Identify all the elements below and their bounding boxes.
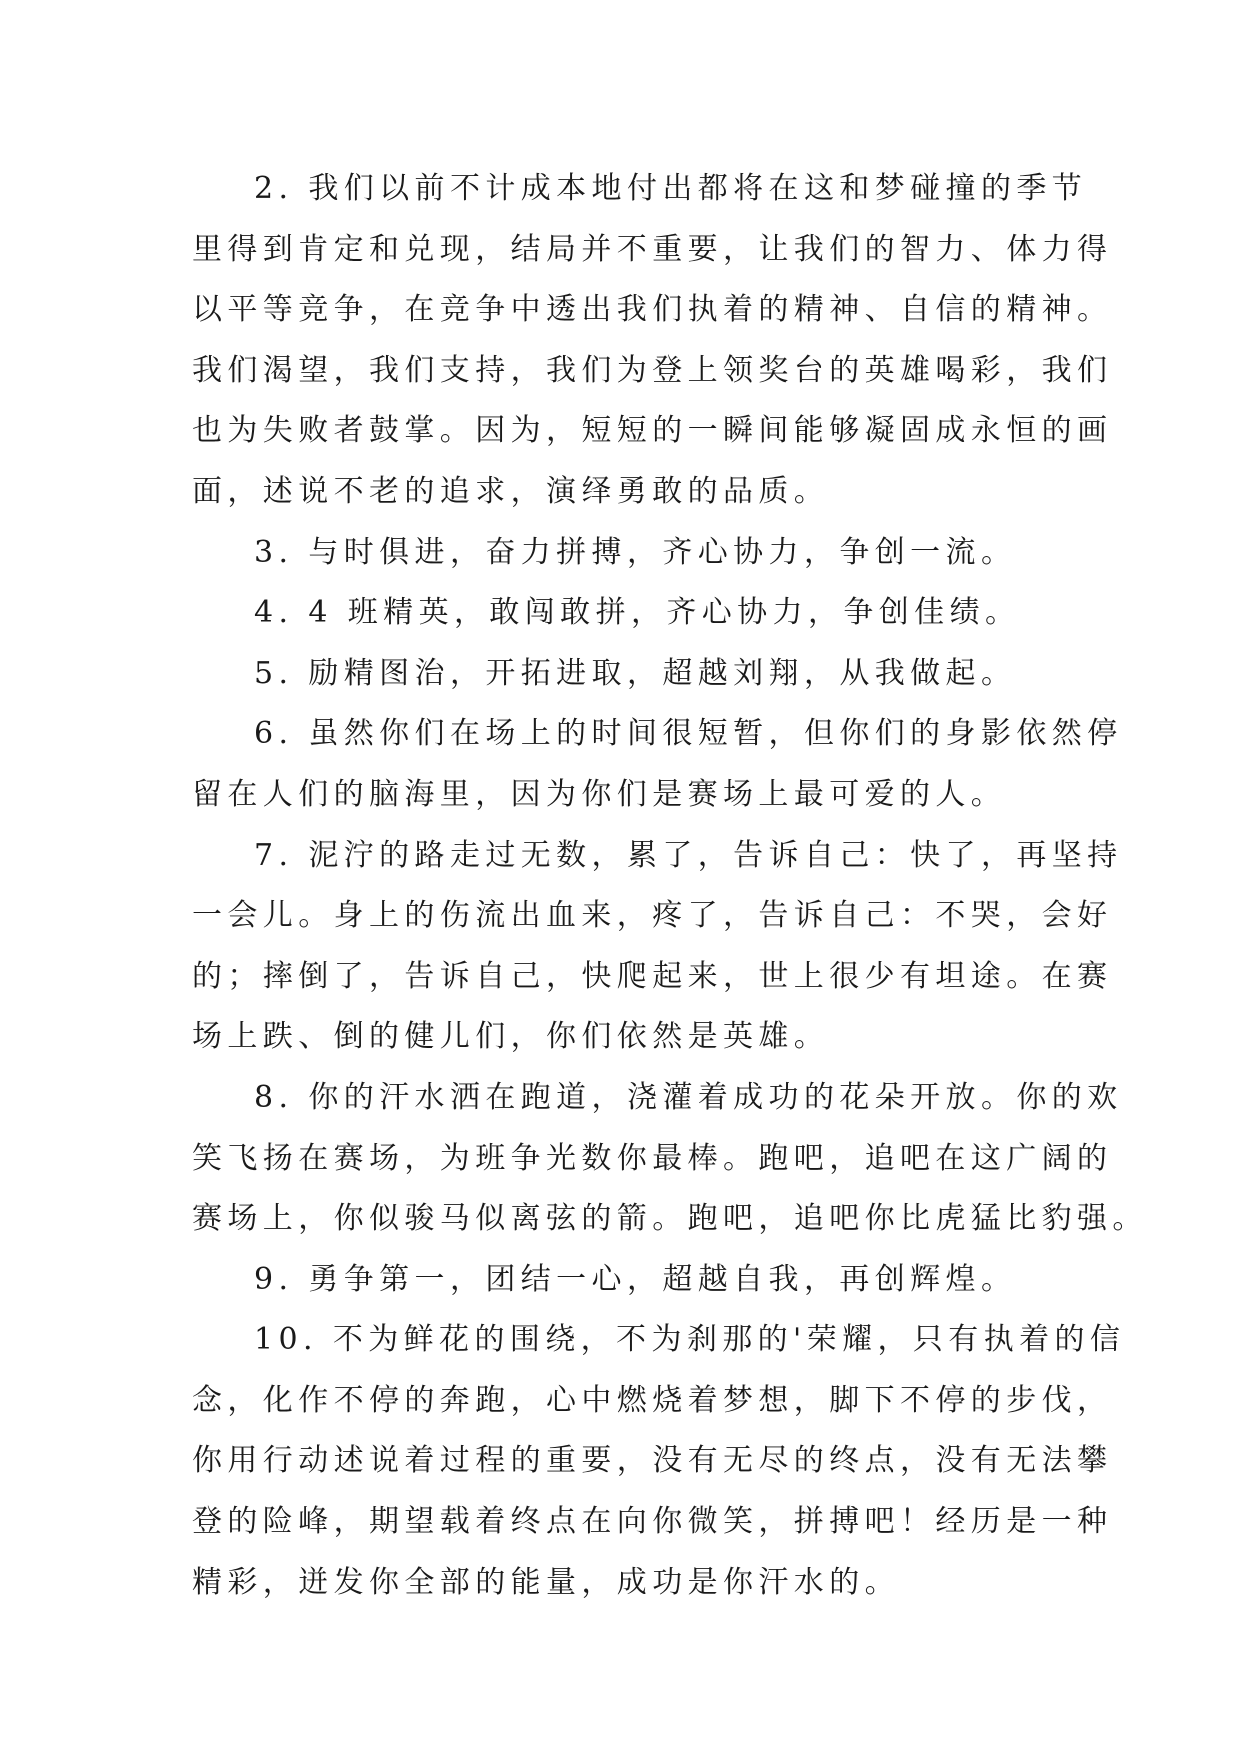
text-line: 2. 我们以前不计成本地付出都将在这和梦碰撞的季节: [254, 171, 1088, 206]
paragraph-10: [192, 1310, 1126, 1613]
text-line: 登的险峰，期望载着终点在向你微笑，拼搏吧！经历是一种: [192, 1504, 1113, 1540]
text-line: 我们渴望，我们支持，我们为登上领奖台的英雄喝彩，我们: [192, 352, 1113, 388]
paragraph-4: [192, 583, 1052, 644]
text-line: 8. 你的汗水洒在跑道，浇灌着成功的花朵开放。你的欢: [254, 1079, 1123, 1115]
paragraph-9: [192, 1250, 1052, 1311]
paragraph-5: [192, 644, 1052, 705]
text-line: 留在人们的脑海里，因为你们是赛场上最可爱的人。: [192, 776, 1007, 812]
paragraph-8: [192, 1068, 1148, 1250]
text-line: 场上跌、倒的健儿们，你们依然是英雄。: [192, 1019, 830, 1055]
paragraph-2: [192, 159, 1113, 523]
text-line: 5. 励精图治，开拓进取，超越刘翔，从我做起。: [254, 655, 1017, 691]
text-line: 精彩，迸发你全部的能量，成功是你汗水的。: [192, 1564, 900, 1600]
text-line: 的；摔倒了，告诉自己，快爬起来，世上很少有坦途。在赛: [192, 958, 1113, 994]
document-body: [192, 159, 1148, 1613]
text-line: 里得到肯定和兑现，结局并不重要，让我们的智力、体力得: [192, 231, 1113, 267]
text-line: 9. 勇争第一，团结一心，超越自我，再创辉煌。: [254, 1261, 1017, 1297]
text-line: 面，述说不老的追求，演绎勇敢的品质。: [192, 473, 830, 509]
text-line: 以平等竞争，在竞争中透出我们执着的精神、自信的精神。: [192, 292, 1113, 328]
text-line: 一会儿。身上的伤流出血来，疼了，告诉自己：不哭，会好: [192, 898, 1113, 934]
text-line: 赛场上，你似骏马似离弦的箭。跑吧，追吧你比虎猛比豹强。: [192, 1201, 1148, 1237]
paragraph-3: [192, 523, 1052, 584]
text-line: 4. 4 班精英，敢闯敢拼，齐心协力，争创佳绩。: [254, 595, 1021, 631]
text-line: 念，化作不停的奔跑，心中燃烧着梦想，脚下不停的步伐，: [192, 1382, 1113, 1418]
paragraph-7: [192, 826, 1123, 1068]
text-line: 也为失败者鼓掌。因为，短短的一瞬间能够凝固成永恒的画: [192, 413, 1113, 449]
text-line: 6. 虽然你们在场上的时间很短暂，但你们的身影依然停: [254, 716, 1123, 752]
text-line: 10. 不为鲜花的围绕，不为刹那的'荣耀，只有执着的信: [254, 1322, 1126, 1358]
text-line: 7. 泥泞的路走过无数，累了，告诉自己：快了，再坚持: [254, 837, 1123, 873]
text-line: 笑飞扬在赛场，为班争光数你最棒。跑吧，追吧在这广阔的: [192, 1140, 1113, 1176]
text-line: 你用行动述说着过程的重要，没有无尽的终点，没有无法攀: [192, 1443, 1113, 1479]
paragraph-6: [192, 704, 1123, 825]
text-line: 3. 与时俱进，奋力拼搏，齐心协力，争创一流。: [254, 534, 1017, 570]
